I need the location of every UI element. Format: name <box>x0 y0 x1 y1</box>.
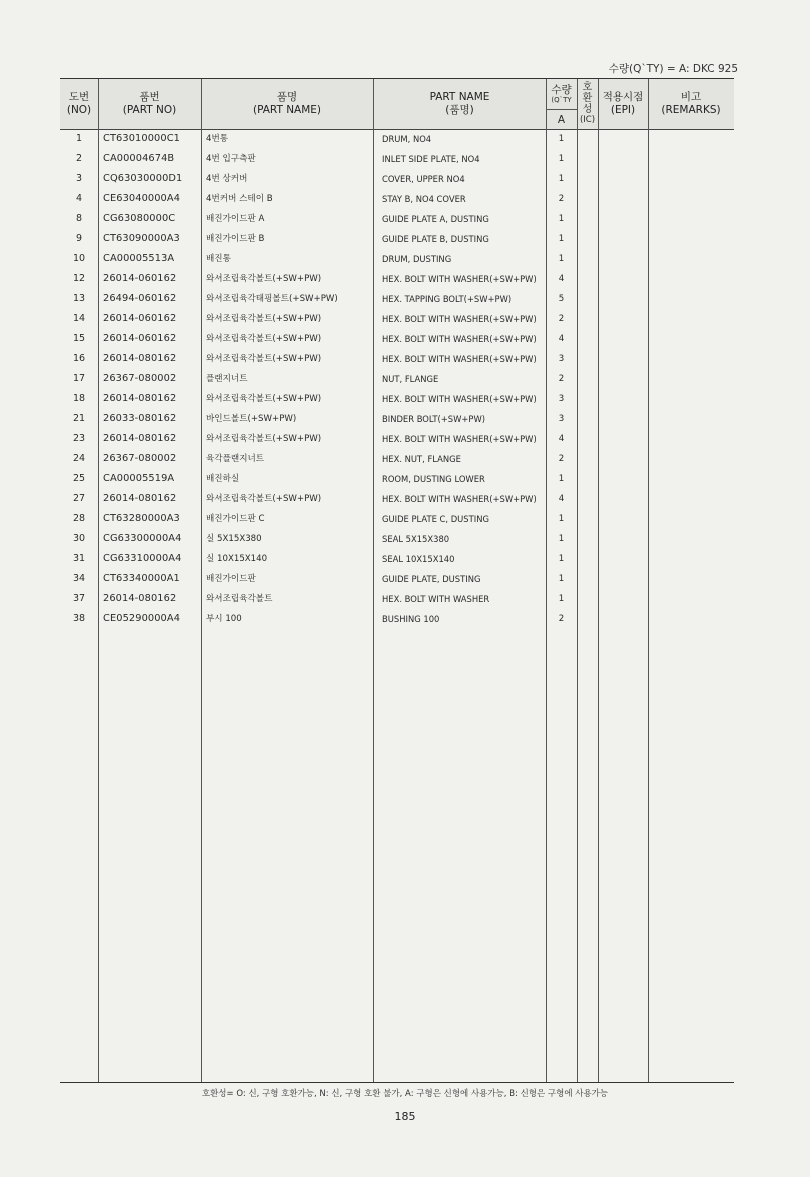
cell-part-no: CG63300000A4 <box>103 533 182 544</box>
cell-part-no: 26014-080162 <box>103 593 177 604</box>
cell-name-ko: 와셔조립육각볼트(+SW+PW) <box>206 434 322 444</box>
cell-name-en: SEAL 5X15X380 <box>382 534 450 544</box>
table-row <box>60 349 734 369</box>
cell-no: 34 <box>72 573 86 584</box>
table-row <box>60 489 734 509</box>
header-qty-ko: 수량 <box>551 83 572 96</box>
cell-name-en: HEX. BOLT WITH WASHER(+SW+PW) <box>382 394 537 404</box>
cell-part-no: CT63090000A3 <box>103 233 180 244</box>
cell-qty: 1 <box>558 214 565 224</box>
cell-name-ko: 와셔조립육각볼트(+SW+PW) <box>206 274 322 284</box>
header-part-name-en: (PART NAME) <box>252 104 322 116</box>
cell-name-ko: 실 10X15X140 <box>206 554 268 564</box>
cell-name-en: GUIDE PLATE B, DUSTING <box>382 234 489 244</box>
table-row <box>60 449 734 469</box>
table-row <box>60 589 734 609</box>
cell-name-ko: 와셔조립육각볼트(+SW+PW) <box>206 354 322 364</box>
cell-name-ko: 4번통 <box>206 134 229 144</box>
cell-name-en: HEX. BOLT WITH WASHER(+SW+PW) <box>382 434 537 444</box>
header-no-ko: 도번 <box>68 91 90 103</box>
cell-no: 16 <box>72 353 86 364</box>
cell-no: 4 <box>75 193 83 204</box>
cell-name-en: BINDER BOLT(+SW+PW) <box>382 414 486 424</box>
header-pname-en: PART NAME <box>429 91 490 103</box>
header-part-name-english <box>373 79 546 129</box>
cell-no: 14 <box>72 313 86 324</box>
cell-part-no: CQ63030000D1 <box>103 173 183 184</box>
cell-name-ko: 부시 100 <box>206 614 242 624</box>
table-row <box>60 189 734 209</box>
cell-name-en: HEX. BOLT WITH WASHER <box>382 594 490 604</box>
cell-name-ko: 배진가이드판 B <box>206 234 265 244</box>
cell-name-ko: 와셔조립육각볼트 <box>206 594 273 604</box>
cell-name-en: COVER, UPPER NO4 <box>382 174 465 184</box>
cell-name-ko: 배진가이드판 A <box>206 214 265 224</box>
table-row <box>60 309 734 329</box>
header-part-no-en: (PART NO) <box>122 104 177 116</box>
cell-part-no: CE63040000A4 <box>103 193 181 204</box>
cell-qty: 4 <box>558 494 565 504</box>
cell-qty: 1 <box>558 134 565 144</box>
cell-qty: 2 <box>558 374 565 384</box>
cell-qty: 2 <box>558 194 565 204</box>
cell-part-no: 26014-080162 <box>103 493 177 504</box>
cell-no: 17 <box>72 373 86 384</box>
cell-qty: 1 <box>558 154 565 164</box>
cell-name-en: HEX. BOLT WITH WASHER(+SW+PW) <box>382 334 537 344</box>
cell-name-ko: 플랜지너트 <box>206 374 248 384</box>
interchangeability-legend: 호환성= O: 신, 구형 호환가능, N: 신, 구형 호환 불가, A: 구형은 신형에 사용가능, B: 신형은 구형에 사용가능 <box>201 1089 609 1099</box>
cell-name-ko: 4번 입구측판 <box>206 154 256 164</box>
table-row <box>60 409 734 429</box>
cell-no: 18 <box>72 393 86 404</box>
cell-name-en: INLET SIDE PLATE, NO4 <box>382 154 480 164</box>
cell-name-ko: 4번 상커버 <box>206 174 248 184</box>
cell-qty: 2 <box>558 314 565 324</box>
cell-qty: 1 <box>558 514 565 524</box>
cell-no: 31 <box>72 553 86 564</box>
header-qty-model-a: A <box>557 113 566 126</box>
cell-no: 24 <box>72 453 86 464</box>
page-number: 185 <box>394 1110 416 1123</box>
table-row <box>60 329 734 349</box>
cell-no: 38 <box>72 613 86 624</box>
cell-no: 23 <box>72 433 86 444</box>
cell-part-no: CT63340000A1 <box>103 573 180 584</box>
cell-part-no: 26494-060162 <box>103 293 177 304</box>
cell-part-no: 26014-060162 <box>103 333 177 344</box>
header-ic-en: (IC) <box>579 115 596 125</box>
cell-no: 8 <box>75 213 83 224</box>
cell-name-en: HEX. BOLT WITH WASHER(+SW+PW) <box>382 354 537 364</box>
header-qty-en: (Q`TY <box>551 95 572 104</box>
cell-qty: 1 <box>558 234 565 244</box>
cell-part-no: CT63280000A3 <box>103 513 180 524</box>
header-epi <box>598 79 648 129</box>
table-row <box>60 549 734 569</box>
cell-no: 10 <box>72 253 86 264</box>
cell-name-en: HEX. BOLT WITH WASHER(+SW+PW) <box>382 314 537 324</box>
cell-no: 12 <box>72 273 86 284</box>
table-row <box>60 469 734 489</box>
cell-name-ko: 와셔조립육각볼트(+SW+PW) <box>206 314 322 324</box>
header-ic-2: 환 <box>582 93 593 104</box>
cell-name-en: NUT, FLANGE <box>382 374 439 384</box>
cell-part-no: CA00005513A <box>103 253 175 264</box>
cell-part-no: 26014-080162 <box>103 353 177 364</box>
header-remarks-ko: 비고 <box>680 91 702 103</box>
cell-no: 3 <box>75 173 83 184</box>
cell-no: 2 <box>75 153 83 164</box>
header-no-en: (NO) <box>66 104 92 116</box>
cell-qty: 5 <box>558 294 565 304</box>
header-ic-3: 성 <box>582 104 593 115</box>
cell-name-en: HEX. NUT, FLANGE <box>382 454 461 464</box>
header-ic-1: 호 <box>582 82 593 93</box>
header-qty <box>546 80 577 108</box>
cell-qty: 1 <box>558 254 565 264</box>
cell-qty: 4 <box>558 434 565 444</box>
cell-name-en: HEX. BOLT WITH WASHER(+SW+PW) <box>382 274 537 284</box>
cell-part-no: 26367-080002 <box>103 453 177 464</box>
cell-name-ko: 배진하실 <box>206 474 240 484</box>
cell-name-en: ROOM, DUSTING LOWER <box>382 474 485 484</box>
cell-name-ko: 4번커버 스테이 B <box>206 194 273 204</box>
cell-qty: 1 <box>558 174 565 184</box>
cell-name-ko: 와셔조립육각볼트(+SW+PW) <box>206 334 322 344</box>
header-epi-ko: 적용시점 <box>602 91 644 103</box>
cell-part-no: CG63310000A4 <box>103 553 182 564</box>
table-row <box>60 129 734 149</box>
table-row <box>60 429 734 449</box>
cell-qty: 3 <box>558 354 565 364</box>
table-row <box>60 289 734 309</box>
cell-qty: 4 <box>558 274 565 284</box>
cell-no: 25 <box>72 473 86 484</box>
cell-part-no: 26033-080162 <box>103 413 177 424</box>
cell-name-en: STAY B, NO4 COVER <box>382 194 466 204</box>
table-row <box>60 269 734 289</box>
cell-part-no: 26014-080162 <box>103 433 177 444</box>
table-row <box>60 529 734 549</box>
quantity-legend: 수량(Q`TY) = A: DKC 925 <box>608 63 738 75</box>
cell-qty: 1 <box>558 574 565 584</box>
cell-name-ko: 와셔조립육각볼트(+SW+PW) <box>206 494 322 504</box>
table-row <box>60 229 734 249</box>
cell-name-en: GUIDE PLATE C, DUSTING <box>382 514 489 524</box>
header-part-no-ko: 품번 <box>139 91 160 103</box>
cell-qty: 1 <box>558 474 565 484</box>
cell-no: 21 <box>72 413 86 424</box>
table-row <box>60 249 734 269</box>
header-no <box>60 79 98 129</box>
cell-name-en: DRUM, DUSTING <box>382 254 452 264</box>
cell-name-ko: 배진가이드판 <box>206 574 256 584</box>
cell-part-no: 26014-060162 <box>103 313 177 324</box>
cell-name-en: SEAL 10X15X140 <box>382 554 455 564</box>
cell-no: 1 <box>75 133 83 144</box>
table-row <box>60 369 734 389</box>
cell-part-no: 26367-080002 <box>103 373 177 384</box>
cell-qty: 2 <box>558 454 565 464</box>
cell-qty: 2 <box>558 614 565 624</box>
cell-part-no: CA00004674B <box>103 153 175 164</box>
cell-no: 28 <box>72 513 86 524</box>
cell-no: 37 <box>72 593 86 604</box>
cell-qty: 1 <box>558 594 565 604</box>
cell-part-no: 26014-080162 <box>103 393 177 404</box>
cell-part-no: CT63010000C1 <box>103 133 180 144</box>
cell-no: 27 <box>72 493 86 504</box>
cell-name-en: DRUM, NO4 <box>382 134 432 144</box>
cell-qty: 1 <box>558 534 565 544</box>
cell-name-en: GUIDE PLATE A, DUSTING <box>382 214 489 224</box>
cell-name-en: HEX. BOLT WITH WASHER(+SW+PW) <box>382 494 537 504</box>
cell-name-en: GUIDE PLATE, DUSTING <box>382 574 481 584</box>
header-part-no <box>98 79 201 129</box>
cell-qty: 1 <box>558 554 565 564</box>
header-part-name <box>201 79 373 129</box>
cell-no: 30 <box>72 533 86 544</box>
cell-no: 9 <box>75 233 83 244</box>
table-row <box>60 209 734 229</box>
cell-name-en: BUSHING 100 <box>382 614 440 624</box>
cell-name-ko: 육각플랜지너트 <box>206 454 265 464</box>
table-row <box>60 149 734 169</box>
cell-name-ko: 배진가이드판 C <box>206 514 265 524</box>
cell-name-ko: 와셔조립육각태핑볼트(+SW+PW) <box>206 294 338 304</box>
cell-no: 13 <box>72 293 86 304</box>
table-row <box>60 569 734 589</box>
cell-name-ko: 와셔조립육각볼트(+SW+PW) <box>206 394 322 404</box>
cell-qty: 3 <box>558 394 565 404</box>
cell-name-en: HEX. TAPPING BOLT(+SW+PW) <box>382 294 512 304</box>
parts-table <box>60 78 734 1083</box>
table-row <box>60 389 734 409</box>
cell-qty: 4 <box>558 334 565 344</box>
table-row <box>60 609 734 629</box>
table-row <box>60 509 734 529</box>
table-row <box>60 169 734 189</box>
header-epi-en: (EPI) <box>610 104 636 116</box>
cell-qty: 3 <box>558 414 565 424</box>
header-remarks-en: (REMARKS) <box>661 104 721 116</box>
cell-part-no: CE05290000A4 <box>103 613 181 624</box>
cell-name-ko: 바인드볼트(+SW+PW) <box>206 414 297 424</box>
cell-name-ko: 실 5X15X380 <box>206 534 262 544</box>
cell-part-no: CA00005519A <box>103 473 175 484</box>
cell-part-no: CG63080000C <box>103 213 176 224</box>
header-pname-ko: (품명) <box>445 104 474 116</box>
cell-part-no: 26014-060162 <box>103 273 177 284</box>
cell-name-ko: 배진통 <box>206 254 231 264</box>
cell-no: 15 <box>72 333 86 344</box>
header-part-name-ko: 품명 <box>276 91 298 103</box>
header-interchangeability <box>577 81 598 127</box>
header-remarks <box>648 79 734 129</box>
